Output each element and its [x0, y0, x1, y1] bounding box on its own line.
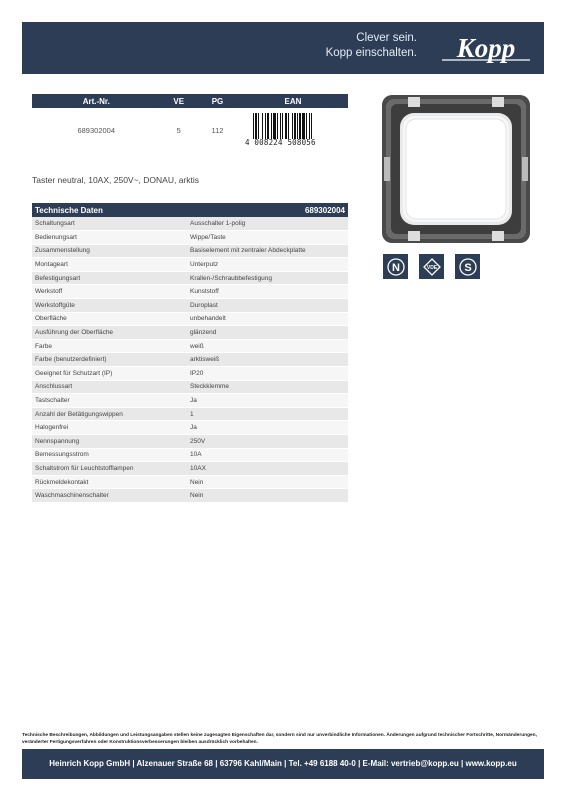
kopp-logo	[438, 31, 534, 65]
logo-text: Kopp	[456, 33, 516, 63]
article-number: 689302004	[77, 125, 116, 135]
tech-data-row	[32, 271, 348, 285]
header-bar	[22, 22, 544, 74]
tech-data-key: Farbe (benutzerdefiniert)	[32, 353, 187, 367]
tech-data-value: Ja	[187, 421, 348, 435]
packaging-unit: 5	[176, 125, 181, 135]
col-header-pg: PG	[197, 94, 238, 108]
tech-data-key: Zusammenstellung	[32, 244, 187, 258]
tech-data-value: 1	[187, 407, 348, 421]
tech-data-key: Befestigungsart	[32, 271, 187, 285]
tech-data-row	[32, 339, 348, 353]
tech-data-row	[32, 435, 348, 449]
price-group: 112	[211, 125, 224, 135]
footer-bar: Heinrich Kopp GmbH | Alzenauer Straße 68 | 63796 Kahl/Main | Tel. +49 6188 40-0 | E-Mail: vertrieb@kopp.eu | www.kopp.eu	[22, 749, 544, 779]
tech-data-key: Nennspannung	[32, 435, 187, 449]
col-header-ve: VE	[161, 94, 198, 108]
tech-data-table	[32, 203, 348, 503]
tech-data-row	[32, 326, 348, 340]
tech-data-row	[32, 299, 348, 313]
svg-text:VDE: VDE	[426, 264, 437, 271]
tech-data-key: Tastschalter	[32, 394, 187, 408]
tech-data-key: Waschmaschinenschalter	[32, 489, 187, 503]
tech-data-key: Schaltstrom für Leuchtstofflampen	[32, 462, 187, 476]
slogan-line-2: Kopp einschalten.	[325, 47, 417, 59]
tech-data-row	[32, 231, 348, 245]
tech-data-value: IP20	[187, 367, 348, 381]
tech-data-key: Bemessungsstrom	[32, 448, 187, 462]
tech-data-value: Krallen-/Schraubbefestigung	[187, 271, 348, 285]
tech-data-value: 250V	[187, 435, 348, 449]
tech-data-key: Rückmeldekontakt	[32, 475, 187, 489]
tech-data-row	[32, 258, 348, 272]
col-header-art-nr: Art.-Nr.	[32, 94, 161, 108]
tech-data-value: Wippe/Taste	[187, 231, 348, 245]
tech-data-value: 10AX	[187, 462, 348, 476]
tech-data-row	[32, 285, 348, 299]
tech-data-row	[32, 394, 348, 408]
tech-data-value: unbehandelt	[187, 312, 348, 326]
tech-data-key: Farbe	[32, 339, 187, 353]
product-description: Taster neutral, 10AX, 250V~, DONAU, arktis	[32, 175, 200, 185]
tech-data-value: weiß	[187, 339, 348, 353]
tech-data-row	[32, 244, 348, 258]
tech-data-row	[32, 380, 348, 394]
tech-data-key: Bedienungsart	[32, 231, 187, 245]
tech-data-key: Ausführung der Oberfläche	[32, 326, 187, 340]
certification-icons	[383, 254, 480, 279]
tech-data-value: Ja	[187, 394, 348, 408]
tech-data-row	[32, 475, 348, 489]
tech-data-key: Schaltungsart	[32, 217, 187, 231]
tech-data-value: Nein	[187, 489, 348, 503]
tech-data-value: Duroplast	[187, 299, 348, 313]
slogan-line-1: Clever sein.	[356, 32, 417, 44]
legal-disclaimer: Technische Beschreibungen, Abbildungen und Leistungsangaben stellen keine zugesagten Eigenschaften dar, sondern sind nur unverbindliche Informationen. Änderungen aufgrund technischer Fortschritte, Normänderungen, veränderter Fertigungsverfahren oder Konstruktionsverbesserungen bleiben ausdrücklich vorbehalten.	[22, 733, 537, 745]
tech-data-value: arktisweiß	[187, 353, 348, 367]
switch-product-image	[382, 95, 530, 243]
tech-data-title: Technische Daten	[32, 203, 187, 217]
tech-data-key: Halogenfrei	[32, 421, 187, 435]
svg-text:S: S	[463, 261, 472, 274]
col-header-ean: EAN	[238, 94, 348, 108]
tech-data-value: Basiselement mit zentraler Abdeckplatte	[187, 244, 348, 258]
ean-cell	[238, 108, 348, 152]
svg-text:N: N	[391, 261, 400, 274]
tech-data-row	[32, 448, 348, 462]
tech-data-row	[32, 217, 348, 231]
tech-data-row	[32, 407, 348, 421]
tech-data-key: Geeignet für Schutzart (IP)	[32, 367, 187, 381]
tech-data-value: Kunststoff	[187, 285, 348, 299]
tech-data-row	[32, 353, 348, 367]
tech-data-key: Montageart	[32, 258, 187, 272]
tech-data-value: Nein	[187, 475, 348, 489]
tech-data-key: Oberfläche	[32, 312, 187, 326]
tech-data-key: Anschlussart	[32, 380, 187, 394]
n-mark-icon	[383, 254, 408, 279]
tech-data-row	[32, 489, 348, 503]
tech-data-value: 10A	[187, 448, 348, 462]
ean-number: 4 008224 508056	[245, 138, 316, 147]
tech-data-value: glänzend	[187, 326, 348, 340]
tech-data-row	[32, 312, 348, 326]
barcode-icon	[253, 113, 339, 139]
tech-data-row	[32, 462, 348, 476]
tech-data-key: Werkstoff	[32, 285, 187, 299]
tech-data-value: Unterputz	[187, 258, 348, 272]
vde-mark-icon	[419, 254, 444, 279]
tech-data-key: Anzahl der Betätigungswippen	[32, 407, 187, 421]
tech-data-row	[32, 421, 348, 435]
article-table	[32, 94, 348, 152]
tech-data-value: Steckklemme	[187, 380, 348, 394]
tech-data-value: Ausschalter 1-polig	[187, 217, 348, 231]
tech-data-row	[32, 367, 348, 381]
ean-barcode	[245, 113, 341, 147]
s-mark-icon	[455, 254, 480, 279]
tech-data-key: Werkstoffgüte	[32, 299, 187, 313]
tech-data-article-no: 689302004	[187, 203, 348, 217]
slogan	[326, 31, 417, 61]
